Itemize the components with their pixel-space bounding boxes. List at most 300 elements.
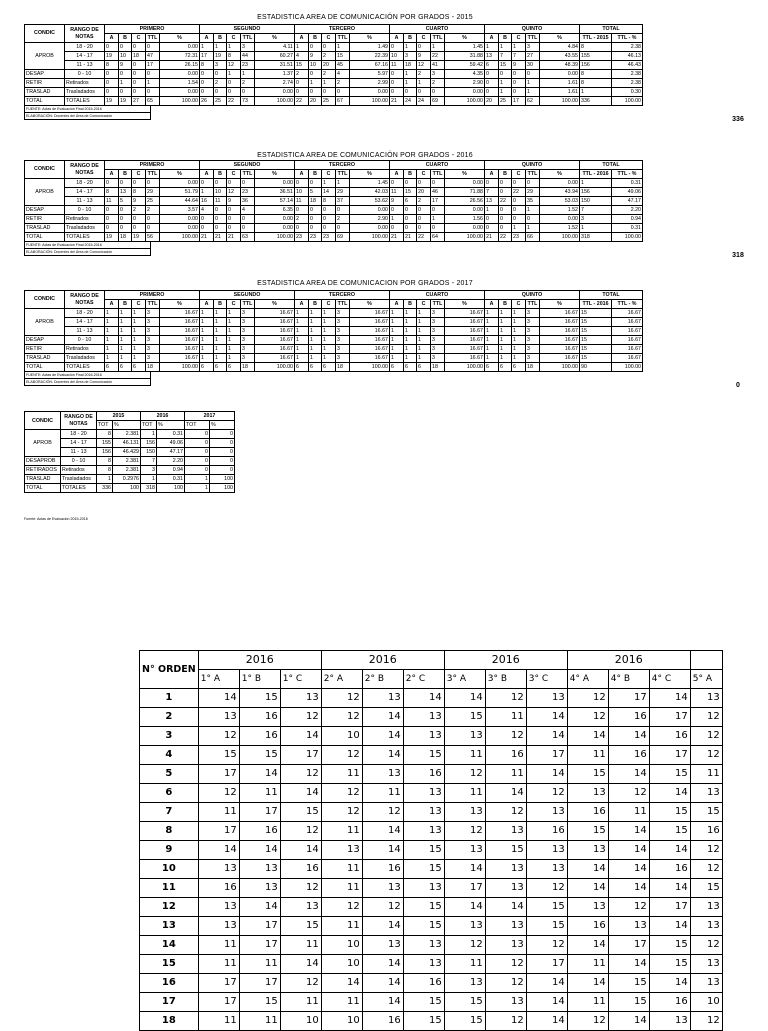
value-cell: 17: [512, 97, 526, 106]
table-row: [25, 61, 643, 70]
value-cell: 16.67: [350, 336, 390, 345]
sub-header: TTL: [336, 170, 350, 179]
grade-cell: 13: [485, 917, 526, 936]
orden-cell: 11: [140, 879, 199, 898]
value-cell: 18: [431, 363, 445, 372]
value-cell: 0: [200, 70, 214, 79]
value-cell: 100: [210, 484, 235, 493]
grade-cell: 17: [526, 955, 567, 974]
value-cell: 4: [295, 52, 309, 61]
ttl-pct-header: TTL - %: [612, 34, 643, 43]
grade-cell: 14: [526, 974, 567, 993]
value-cell: 1: [200, 309, 214, 318]
ttl-cell: 1: [580, 179, 612, 188]
value-cell: 27: [132, 97, 146, 106]
value-cell: 100.00: [255, 233, 295, 242]
value-cell: 18: [241, 363, 255, 372]
rango-cell: 0 - 10: [65, 336, 105, 345]
value-cell: 0: [417, 43, 431, 52]
cond-cell: APROB: [25, 430, 61, 457]
ttl-cell: 8: [580, 43, 612, 52]
value-cell: 1: [417, 336, 431, 345]
value-cell: 1: [105, 318, 119, 327]
sub-header: %: [255, 300, 295, 309]
value-cell: 3: [336, 336, 350, 345]
grade-cell: 14: [362, 841, 403, 860]
grade-cell: 13: [280, 689, 321, 708]
sub-header: %: [540, 170, 580, 179]
value-cell: 1: [404, 70, 417, 79]
value-cell: 1: [214, 354, 227, 363]
grade-cell: 11: [444, 784, 485, 803]
value-cell: 1: [119, 79, 132, 88]
value-cell: 0: [200, 224, 214, 233]
condic-header: CONDIC: [25, 291, 65, 309]
value-cell: 100.00: [540, 363, 580, 372]
cond-cell: RETIR: [25, 79, 65, 88]
sub-header: %: [255, 34, 295, 43]
value-cell: 0: [227, 224, 241, 233]
grade-cell: 13: [567, 841, 608, 860]
value-cell: 7: [499, 52, 512, 61]
value-cell: 19: [214, 52, 227, 61]
value-cell: 1: [322, 336, 336, 345]
rango-header: RANGO DE NOTAS: [61, 412, 97, 430]
value-cell: 29: [526, 188, 540, 197]
value-cell: 19: [119, 97, 132, 106]
value-cell: 25: [499, 97, 512, 106]
grade-header: PRIMERO: [105, 25, 200, 34]
value-cell: 0: [485, 215, 499, 224]
grade-cell: 10: [321, 955, 362, 974]
value-cell: 16.67: [160, 345, 200, 354]
value-cell: 1: [404, 79, 417, 88]
value-cell: 36.51: [255, 188, 295, 197]
value-cell: 15: [404, 188, 417, 197]
grade-cell: 15: [526, 917, 567, 936]
value-cell: 1: [200, 43, 214, 52]
value-cell: 1: [499, 88, 512, 97]
value-cell: 2.99: [350, 79, 390, 88]
value-cell: 1: [295, 345, 309, 354]
ttl-pct-cell: 2.38: [612, 79, 643, 88]
grade-cell: 14: [280, 784, 321, 803]
section-header: 2° C: [403, 670, 444, 689]
value-cell: 0: [119, 70, 132, 79]
value-cell: 0: [185, 448, 210, 457]
value-cell: 9: [119, 61, 132, 70]
value-cell: 0: [512, 70, 526, 79]
value-cell: 0.00: [160, 70, 200, 79]
value-cell: 6.35: [255, 206, 295, 215]
value-cell: 0: [119, 224, 132, 233]
rango-cell: TOTALES: [65, 363, 105, 372]
sub-header: TTL: [431, 170, 445, 179]
value-cell: 8: [132, 188, 146, 197]
value-cell: 36: [241, 197, 255, 206]
value-cell: 2.90: [350, 215, 390, 224]
grade-cell: 16: [362, 860, 403, 879]
value-cell: 18: [119, 233, 132, 242]
grade-cell: 15: [403, 746, 444, 765]
grade-cell: 13: [444, 974, 485, 993]
value-cell: 16.67: [160, 336, 200, 345]
grade-cell: 10: [321, 1012, 362, 1031]
sub-header: TTL: [241, 300, 255, 309]
value-cell: 0: [512, 197, 526, 206]
value-cell: 150: [141, 448, 157, 457]
grade-header: SEGUNDO: [200, 25, 295, 34]
summary-row: [25, 430, 235, 439]
value-cell: 44.64: [160, 197, 200, 206]
cond-cell: DESAP: [25, 206, 65, 215]
value-cell: 0: [214, 88, 227, 97]
value-cell: 1: [485, 327, 499, 336]
value-cell: 22: [499, 197, 512, 206]
value-cell: 1: [227, 309, 241, 318]
value-cell: 0: [200, 179, 214, 188]
grade-cell: 17: [608, 936, 649, 955]
value-cell: 15: [295, 61, 309, 70]
tot-header: TOT: [97, 421, 113, 430]
grade-cell: 14: [198, 689, 239, 708]
value-cell: 20: [485, 97, 499, 106]
grade-cell: 12: [362, 898, 403, 917]
value-cell: 1.52: [540, 224, 580, 233]
ttl-pct-cell: 46.43: [612, 61, 643, 70]
grade-cell: 14: [362, 993, 403, 1012]
grade-cell: 14: [608, 955, 649, 974]
value-cell: 6: [499, 363, 512, 372]
rango-cell: TOTALES: [65, 233, 105, 242]
value-cell: 0: [309, 70, 322, 79]
rango-cell: 0 - 10: [61, 457, 97, 466]
orden-cell: 13: [140, 917, 199, 936]
value-cell: 1: [295, 354, 309, 363]
grade-cell: 14: [280, 841, 321, 860]
value-cell: 0: [499, 224, 512, 233]
value-cell: 1: [512, 224, 526, 233]
value-cell: 1: [141, 430, 157, 439]
value-cell: 1: [526, 79, 540, 88]
value-cell: 29: [146, 188, 160, 197]
side-total: 0: [736, 382, 740, 389]
grade-header: TERCERO: [295, 161, 390, 170]
rango-cell: 18 - 20: [61, 430, 97, 439]
grade-cell: 14: [485, 898, 526, 917]
value-cell: 67: [336, 97, 350, 106]
grade-cell: 11: [608, 803, 649, 822]
value-cell: 0: [146, 215, 160, 224]
grade-cell: 11: [485, 765, 526, 784]
rango-cell: 18 - 20: [65, 309, 105, 318]
grade-cell: 11: [321, 822, 362, 841]
table-row: [25, 336, 643, 345]
value-cell: 1: [119, 345, 132, 354]
pct-header: %: [157, 421, 185, 430]
value-cell: 0: [390, 179, 404, 188]
source-note: FUENTE: Actas de Evaluación Final 2016-2016: [24, 372, 151, 379]
orden-cell: 1: [140, 689, 199, 708]
orden-cell: 4: [140, 746, 199, 765]
table-row: [140, 993, 723, 1012]
value-cell: 1: [119, 327, 132, 336]
cond-cell: RETIR: [25, 215, 65, 224]
sub-header: TTL: [526, 300, 540, 309]
value-cell: 3: [241, 336, 255, 345]
value-cell: 0: [200, 88, 214, 97]
value-cell: 0.00: [255, 179, 295, 188]
value-cell: 100.00: [160, 363, 200, 372]
value-cell: 0: [105, 79, 119, 88]
value-cell: 3: [431, 70, 445, 79]
value-cell: 1.61: [540, 79, 580, 88]
grade-cell: 15: [239, 689, 280, 708]
grade-cell: 15: [403, 898, 444, 917]
value-cell: 1: [512, 309, 526, 318]
value-cell: 0: [214, 206, 227, 215]
value-cell: 100.00: [255, 363, 295, 372]
grade-cell: 14: [608, 1012, 649, 1031]
value-cell: 3: [526, 336, 540, 345]
section-header: 2° B: [362, 670, 403, 689]
value-cell: 25: [146, 197, 160, 206]
rango-cell: Trasladados: [65, 88, 105, 97]
grade-cell: 11: [198, 936, 239, 955]
table-row: [25, 43, 643, 52]
value-cell: 100.00: [445, 363, 485, 372]
value-cell: 0.00: [160, 179, 200, 188]
value-cell: 0: [132, 179, 146, 188]
table-row: [25, 224, 643, 233]
value-cell: 17: [431, 197, 445, 206]
ttl-cell: 150: [580, 197, 612, 206]
value-cell: 1: [295, 318, 309, 327]
grade-cell: 12: [280, 822, 321, 841]
value-cell: 0: [322, 43, 336, 52]
grade-cell: 11: [362, 784, 403, 803]
value-cell: 0: [309, 215, 322, 224]
value-cell: 18: [336, 363, 350, 372]
value-cell: 20: [417, 188, 431, 197]
grade-cell: 13: [526, 689, 567, 708]
grade-cell: 11: [321, 879, 362, 898]
value-cell: 0: [241, 224, 255, 233]
grade-cell: 13: [198, 917, 239, 936]
value-cell: 3: [336, 318, 350, 327]
grade-cell: 15: [198, 746, 239, 765]
rango-cell: 11 - 13: [65, 61, 105, 70]
value-cell: 1: [214, 43, 227, 52]
value-cell: 16.67: [540, 354, 580, 363]
value-cell: 17: [146, 61, 160, 70]
value-cell: 0.00: [445, 224, 485, 233]
grade-cell: 12: [321, 746, 362, 765]
value-cell: 0: [512, 79, 526, 88]
value-cell: 0: [295, 206, 309, 215]
value-cell: 10: [309, 61, 322, 70]
value-cell: 0: [241, 215, 255, 224]
value-cell: 30: [526, 61, 540, 70]
value-cell: 19: [105, 233, 119, 242]
value-cell: 100.00: [255, 97, 295, 106]
value-cell: 65: [146, 97, 160, 106]
value-cell: 1: [105, 354, 119, 363]
value-cell: 21: [390, 233, 404, 242]
grade-cell: 15: [690, 803, 722, 822]
grade-cell: 17: [198, 765, 239, 784]
rango-cell: 11 - 13: [61, 448, 97, 457]
value-cell: 16.67: [160, 354, 200, 363]
value-cell: 1: [390, 215, 404, 224]
grade-cell: 16: [198, 879, 239, 898]
value-cell: 156: [97, 448, 113, 457]
value-cell: 23: [322, 233, 336, 242]
value-cell: 8: [200, 61, 214, 70]
sub-header: B: [309, 300, 322, 309]
value-cell: 1: [227, 345, 241, 354]
value-cell: 67.16: [350, 61, 390, 70]
value-cell: 1: [512, 43, 526, 52]
value-cell: 0: [214, 215, 227, 224]
value-cell: 100.00: [540, 97, 580, 106]
value-cell: 0: [185, 457, 210, 466]
value-cell: 1: [227, 327, 241, 336]
grade-cell: 13: [362, 879, 403, 898]
grade-cell: 15: [649, 822, 690, 841]
value-cell: 1: [295, 327, 309, 336]
value-cell: 53.62: [350, 197, 390, 206]
cond-cell: TRASLAD: [25, 354, 65, 363]
grade-cell: 17: [526, 746, 567, 765]
orden-cell: 6: [140, 784, 199, 803]
value-cell: 0.00: [255, 224, 295, 233]
value-cell: 6: [227, 363, 241, 372]
value-cell: 1: [404, 309, 417, 318]
sub-header: C: [322, 300, 336, 309]
value-cell: 0: [227, 88, 241, 97]
grade-cell: 14: [567, 936, 608, 955]
value-cell: 0: [499, 206, 512, 215]
value-cell: 0.00: [445, 88, 485, 97]
grade-cell: 15: [526, 898, 567, 917]
value-cell: 2.20: [157, 457, 185, 466]
orden-header: N° ORDEN: [140, 651, 199, 689]
value-cell: 1: [404, 318, 417, 327]
value-cell: 1: [295, 309, 309, 318]
value-cell: 45: [336, 61, 350, 70]
source-note: ELABORACIÓN: Docentes del Área de Comunicación: [24, 379, 151, 386]
value-cell: 1: [485, 354, 499, 363]
grade-cell: 12: [608, 898, 649, 917]
value-cell: 156: [141, 439, 157, 448]
value-cell: 1: [309, 327, 322, 336]
value-cell: 1: [417, 327, 431, 336]
grade-cell: 15: [649, 936, 690, 955]
value-cell: 0: [119, 88, 132, 97]
grade-cell: 14: [526, 765, 567, 784]
table-row: [25, 97, 643, 106]
value-cell: 1.54: [160, 79, 200, 88]
grade-cell: 17: [649, 746, 690, 765]
table-row: [25, 309, 643, 318]
value-cell: 11: [214, 197, 227, 206]
value-cell: 1: [105, 336, 119, 345]
value-cell: 22: [431, 52, 445, 61]
grade-cell: 14: [526, 1012, 567, 1031]
value-cell: 1.49: [350, 43, 390, 52]
value-cell: 1: [485, 206, 499, 215]
rango-cell: Retirados: [61, 466, 97, 475]
value-cell: 6: [132, 363, 146, 372]
value-cell: 37: [336, 197, 350, 206]
sub-header: B: [499, 170, 512, 179]
value-cell: 3: [431, 336, 445, 345]
value-cell: 21: [200, 233, 214, 242]
value-cell: 46: [431, 188, 445, 197]
ttl-pct-cell: 16.67: [612, 336, 643, 345]
value-cell: 0: [390, 88, 404, 97]
grade-cell: 13: [239, 860, 280, 879]
value-cell: 1: [309, 79, 322, 88]
value-cell: 1: [132, 309, 146, 318]
value-cell: 0: [390, 224, 404, 233]
grade-header: SEGUNDO: [200, 291, 295, 300]
grade-cell: 12: [321, 898, 362, 917]
grade-cell: 11: [280, 936, 321, 955]
value-cell: 3: [526, 43, 540, 52]
grade-cell: 13: [608, 917, 649, 936]
cond-cell: DESAPROB: [25, 457, 61, 466]
value-cell: 3: [526, 309, 540, 318]
grade-cell: 17: [198, 993, 239, 1012]
value-cell: 0: [485, 70, 499, 79]
value-cell: 5: [119, 197, 132, 206]
grade-cell: 10: [321, 727, 362, 746]
value-cell: 100: [157, 484, 185, 493]
grade-cell: 12: [608, 784, 649, 803]
grade-cell: 14: [567, 860, 608, 879]
value-cell: 3: [404, 52, 417, 61]
grade-cell: 14: [608, 879, 649, 898]
value-cell: 1: [485, 309, 499, 318]
value-cell: 9: [227, 197, 241, 206]
table-row: [140, 822, 723, 841]
value-cell: 1: [200, 318, 214, 327]
value-cell: 0: [431, 88, 445, 97]
value-cell: 1: [146, 79, 160, 88]
value-cell: 1: [119, 309, 132, 318]
value-cell: 0: [417, 206, 431, 215]
table-row: [140, 746, 723, 765]
value-cell: 0.00: [540, 179, 580, 188]
grade-cell: 12: [280, 708, 321, 727]
value-cell: 100.00: [160, 97, 200, 106]
ttl-pct-cell: 46.13: [612, 52, 643, 61]
value-cell: 1: [105, 309, 119, 318]
value-cell: 2: [241, 79, 255, 88]
value-cell: 0: [431, 224, 445, 233]
sub-header: TTL: [241, 34, 255, 43]
value-cell: 0: [336, 206, 350, 215]
value-cell: 2: [417, 70, 431, 79]
grade-cell: 13: [690, 689, 722, 708]
value-cell: 6: [105, 363, 119, 372]
source-note: FUENTE: Actas de Evaluación Final 2015-2016: [24, 106, 151, 113]
rango-header: RANGO DE NOTAS: [65, 25, 105, 43]
value-cell: 5: [309, 188, 322, 197]
value-cell: 12: [227, 61, 241, 70]
